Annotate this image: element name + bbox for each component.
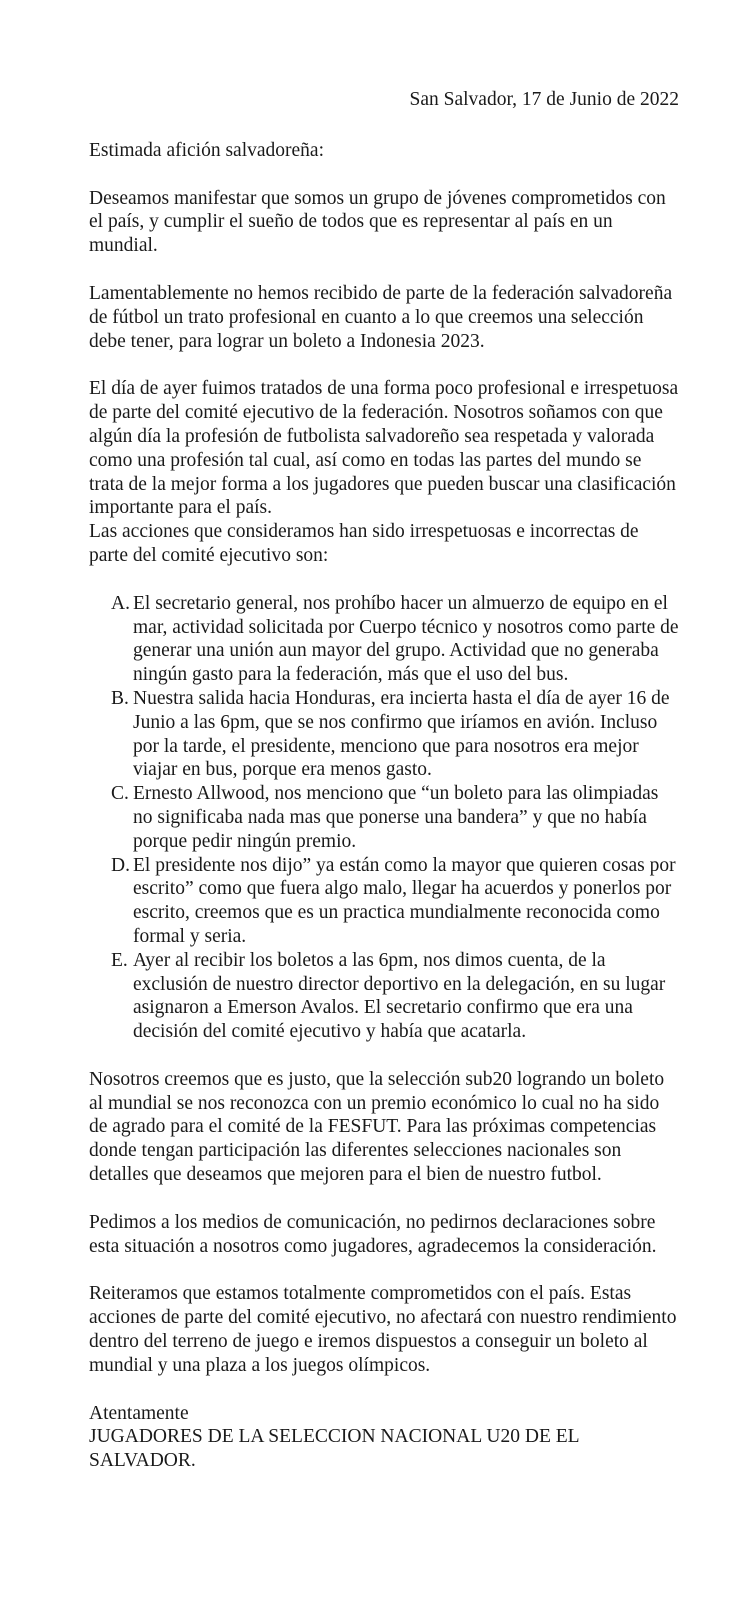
- paragraph-intro: Deseamos manifestar que somos un grupo de jóvenes comprometidos con el país, y cumplir el sueño de todos que es representar al país en un mundial.: [89, 187, 666, 257]
- letter-date: San Salvador, 17 de Junio de 2022: [409, 89, 679, 110]
- list-marker: C.: [111, 783, 129, 805]
- list-item-text: Nuestra salida hacia Honduras, era incierta hasta el día de ayer 16 de Junio a las 6pm, que se nos confirmo que iríamos en avión. Incluso por la tarde, el presidente, menciono que para nosotros era mejor viajar en bus, porque era menos gasto.: [133, 687, 670, 781]
- list-item: [89, 949, 679, 1044]
- letter-signature: JUGADORES DE LA SELECCION NACIONAL U20 DE EL SALVADOR.: [89, 1426, 579, 1472]
- list-item-text: Ernesto Allwood, nos menciono que “un boleto para las olimpiadas no significaba nada mas que ponerse una bandera” y que no había porque pedir ningún premio.: [133, 783, 659, 852]
- list-item-text: Ayer al recibir los boletos a las 6pm, nos dimos cuenta, de la exclusión de nuestro director deportivo en la delegación, en su lugar asignaron a Emerson Avalos. El secretario confirmo que era una decisión del comité ejecutivo y había que acatarla.: [133, 949, 666, 1043]
- letter-greeting: Estimada afición salvadoreña:: [89, 139, 324, 161]
- list-item-text: El presidente nos dijo” ya están como la mayor que quieren cosas por escrito” como que fuera algo malo, llegar ha acuerdos y ponerlos por escrito, creemos que es un practica mundialmente reconocida como formal y seria.: [133, 854, 676, 947]
- list-marker: E.: [111, 949, 128, 971]
- letter-signoff: Atentamente: [89, 1402, 189, 1424]
- list-item-text: El secretario general, nos prohíbo hacer un almuerzo de equipo en el mar, actividad solicitada por Cuerpo técnico y nosotros como parte de generar una unión aun mayor del grupo. Actividad que no generaba ningún gasto para la federación, más que el uso del bus.: [133, 592, 679, 686]
- paragraph-commitment: Reiteramos que estamos totalmente comprometidos con el país. Estas acciones de parte del comité ejecutivo, no afectará con nuestro rendimiento dentro del terreno de juego e iremos dispuestos a conseguir un boleto al mundial y una plaza a los juegos olímpicos.: [89, 1283, 677, 1376]
- list-item: [89, 782, 679, 853]
- paragraph-media: Pedimos a los medios de comunicación, no pedirnos declaraciones sobre esta situación a nosotros como jugadores, agradecemos la consideración.: [89, 1211, 657, 1257]
- list-marker: A.: [111, 592, 130, 614]
- paragraph-actions-intro: Las acciones que consideramos han sido irrespetuosas e incorrectas de parte del comité ejecutivo son:: [89, 521, 639, 566]
- list-item: [89, 854, 679, 949]
- list-marker: B.: [111, 687, 129, 709]
- letter: [89, 88, 679, 1473]
- list-item: [89, 592, 679, 687]
- paragraph-prize: Nosotros creemos que es justo, que la selección sub20 logrando un boleto al mundial se nos reconozca con un premio económico lo cual no ha sido de agrado para el comité de la FESFUT. Para las próximas competencias donde tengan participación las diferentes selecciones nacionales son detalles que deseamos que mejoren para el bien de nuestro futbol.: [89, 1068, 665, 1186]
- list-item: [89, 687, 679, 782]
- paragraph-yesterday: El día de ayer fuimos tratados de una forma poco profesional e irrespetuosa de parte del comité ejecutivo de la federación. Nosotros soñamos con que algún día la profesión de futbolista salvadoreño sea respetada y valorada como una profesión tal cual, así como en todas las partes del mundo se trata de la mejor forma a los jugadores que pueden buscar una clasificación importante para el país.: [89, 378, 679, 519]
- complaints-list: [89, 592, 679, 1044]
- paragraph-treatment: Lamentablemente no hemos recibido de parte de la federación salvadoreña de fútbol un trato profesional en cuanto a lo que creemos una selección debe tener, para lograr un boleto a Indonesia 2023.: [89, 282, 673, 352]
- list-marker: D.: [111, 854, 130, 876]
